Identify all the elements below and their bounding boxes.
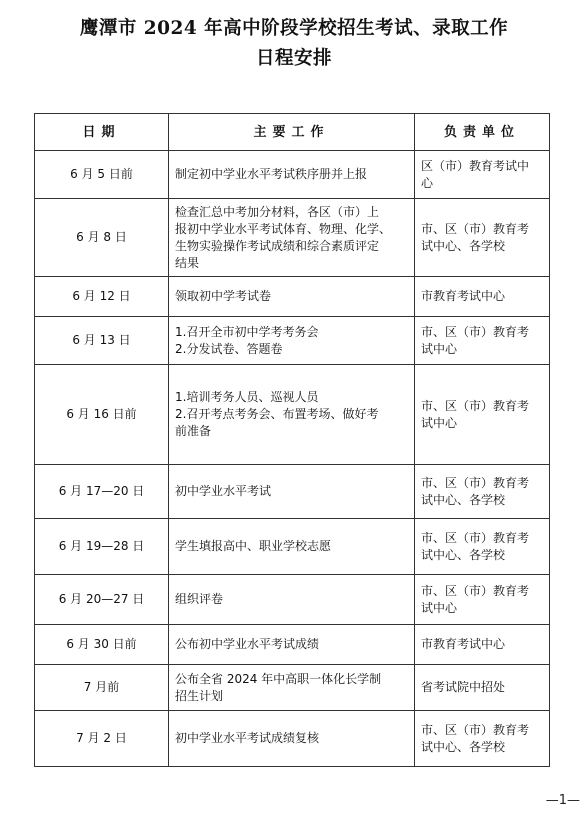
cell-date: 6 月 5 日前 bbox=[35, 151, 169, 199]
cell-date: 6 月 19—28 日 bbox=[35, 519, 169, 575]
cell-unit bbox=[415, 365, 550, 465]
cell-work-line: 初中学业水平考试成绩复核 bbox=[175, 731, 320, 745]
cell-work bbox=[169, 199, 415, 277]
cell-unit-line: 市、区（市）教育考 bbox=[421, 324, 530, 339]
cell-work-line: 报初中学业水平考试体育、物理、化学、 bbox=[175, 221, 392, 236]
cell-unit bbox=[415, 199, 550, 277]
cell-date: 6 月 30 日前 bbox=[35, 625, 169, 665]
document-title: 鹰潭市 2024 年高中阶段学校招生考试、录取工作 bbox=[79, 18, 509, 39]
cell-unit-line: 试中心、各学校 bbox=[421, 238, 506, 253]
cell-unit-line: 市教育考试中心 bbox=[421, 637, 506, 651]
cell-work-line: 前准备 bbox=[175, 424, 212, 438]
cell-unit-line: 市教育考试中心 bbox=[421, 289, 506, 303]
table-row bbox=[35, 625, 550, 665]
cell-work-line: 2.分发试卷、答题卷 bbox=[175, 341, 283, 356]
cell-unit-line: 市、区（市）教育考 bbox=[421, 221, 530, 236]
cell-unit-line: 试中心、各学校 bbox=[421, 739, 506, 754]
cell-unit bbox=[415, 465, 550, 519]
cell-work bbox=[169, 151, 415, 199]
cell-work-line: 生物实验操作考试成绩和综合素质评定 bbox=[175, 238, 380, 253]
table-row bbox=[35, 575, 550, 625]
page-number: —1— bbox=[545, 793, 580, 808]
cell-work-line: 1.召开全市初中学考考务会 bbox=[175, 324, 319, 339]
cell-work-line: 制定初中学业水平考试秩序册并上报 bbox=[175, 167, 368, 181]
cell-date: 6 月 16 日前 bbox=[35, 365, 169, 465]
cell-unit-line: 市、区（市）教育考 bbox=[421, 530, 530, 545]
table-row bbox=[35, 665, 550, 711]
cell-date: 6 月 12 日 bbox=[35, 277, 169, 317]
cell-unit-line: 心 bbox=[421, 175, 434, 190]
table-row bbox=[35, 277, 550, 317]
cell-unit-line: 试中心、各学校 bbox=[421, 492, 506, 507]
table-row bbox=[35, 199, 550, 277]
cell-unit bbox=[415, 575, 550, 625]
cell-work bbox=[169, 625, 415, 665]
table-row bbox=[35, 151, 550, 199]
cell-unit-line: 市、区（市）教育考 bbox=[421, 475, 530, 490]
header-date: 日期 bbox=[35, 114, 169, 151]
cell-date: 6 月 8 日 bbox=[35, 199, 169, 277]
cell-work-line: 1.培训考务人员、巡视人员 bbox=[175, 390, 319, 404]
cell-unit-line: 试中心 bbox=[421, 341, 458, 356]
cell-work bbox=[169, 365, 415, 465]
cell-work-line: 结果 bbox=[175, 255, 200, 270]
schedule-table bbox=[34, 113, 550, 767]
cell-work-line: 2.召开考点考务会、布置考场、做好考 bbox=[175, 407, 379, 421]
cell-date: 7 月 2 日 bbox=[35, 711, 169, 767]
cell-unit-line: 试中心、各学校 bbox=[421, 547, 506, 562]
cell-unit-line: 试中心 bbox=[421, 415, 458, 430]
cell-work-line: 公布全省 2024 年中高职一体化长学制 bbox=[175, 671, 382, 686]
cell-unit bbox=[415, 277, 550, 317]
cell-work-line: 组织评卷 bbox=[175, 592, 224, 606]
cell-work-line: 领取初中学考试卷 bbox=[175, 289, 272, 303]
cell-work bbox=[169, 575, 415, 625]
table-row bbox=[35, 365, 550, 465]
cell-work bbox=[169, 519, 415, 575]
cell-unit bbox=[415, 665, 550, 711]
cell-date: 6 月 13 日 bbox=[35, 317, 169, 365]
cell-unit-line: 市、区（市）教育考 bbox=[421, 398, 530, 413]
cell-unit-line: 省考试院中招处 bbox=[421, 680, 506, 694]
cell-unit bbox=[415, 151, 550, 199]
table-header-row bbox=[35, 114, 550, 151]
cell-date: 6 月 20—27 日 bbox=[35, 575, 169, 625]
table-row bbox=[35, 465, 550, 519]
cell-unit-line: 市、区（市）教育考 bbox=[421, 722, 530, 737]
header-unit: 负责单位 bbox=[415, 114, 550, 151]
header-work: 主要工作 bbox=[169, 114, 415, 151]
cell-unit bbox=[415, 317, 550, 365]
cell-work bbox=[169, 665, 415, 711]
cell-unit bbox=[415, 519, 550, 575]
table-row bbox=[35, 317, 550, 365]
cell-date: 7 月前 bbox=[35, 665, 169, 711]
cell-unit bbox=[415, 625, 550, 665]
cell-date: 6 月 17—20 日 bbox=[35, 465, 169, 519]
cell-work bbox=[169, 465, 415, 519]
table-row bbox=[35, 519, 550, 575]
cell-work-line: 学生填报高中、职业学校志愿 bbox=[175, 539, 332, 553]
cell-work bbox=[169, 317, 415, 365]
cell-work-line: 检查汇总中考加分材料，各区（市）上 bbox=[175, 204, 380, 219]
table-row bbox=[35, 711, 550, 767]
cell-work-line: 初中学业水平考试 bbox=[175, 484, 272, 498]
cell-unit-line: 试中心 bbox=[421, 600, 458, 615]
cell-work-line: 招生计划 bbox=[175, 688, 224, 703]
cell-unit-line: 市、区（市）教育考 bbox=[421, 583, 530, 598]
cell-work bbox=[169, 277, 415, 317]
cell-unit bbox=[415, 711, 550, 767]
cell-unit-line: 区（市）教育考试中 bbox=[421, 158, 530, 173]
cell-work bbox=[169, 711, 415, 767]
cell-work-line: 公布初中学业水平考试成绩 bbox=[175, 637, 320, 651]
document-subtitle: 日程安排 bbox=[255, 48, 332, 69]
